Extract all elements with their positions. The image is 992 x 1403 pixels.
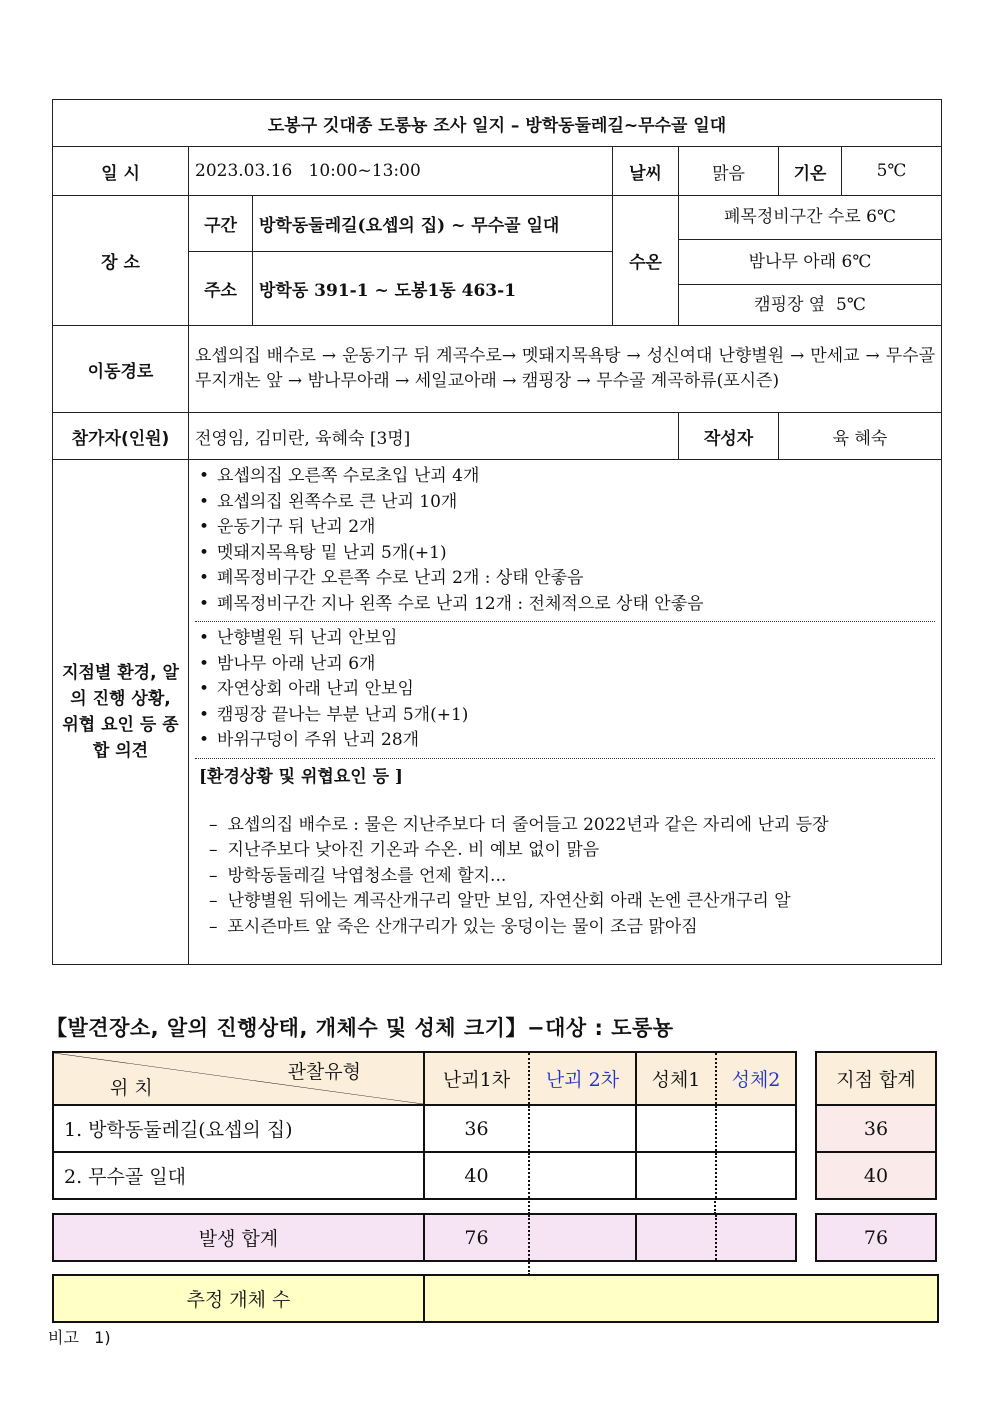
- observation-item: • 운동기구 뒤 난괴 2개: [199, 515, 935, 541]
- opinion-label: 지점별 환경, 알의 진행 상황, 위협 요인 등 종합 의견: [53, 460, 189, 965]
- row-2-egg-1: 40: [424, 1152, 529, 1199]
- section-label: 구간: [189, 196, 253, 252]
- observation-list-1: [195, 460, 935, 621]
- sum-table: [52, 1213, 797, 1262]
- observation-item: • 요셉의집 오른쪽 수로초입 난괴 4개: [199, 464, 935, 490]
- observation-item: • 폐목정비구간 오른쪽 수로 난괴 2개 : 상태 안좋음: [199, 566, 935, 592]
- observation-list-2: [195, 622, 935, 758]
- env-note-item: – 난향별원 뒤에는 계곡산개구리 알만 보임, 자연산회 아래 논엔 큰산개구리 알: [199, 889, 931, 915]
- table-row: [53, 1105, 796, 1152]
- table-row: [53, 1152, 796, 1199]
- site-total-table: [815, 1051, 937, 1200]
- site-total-1: 36: [816, 1105, 936, 1152]
- connector-dots: [714, 1198, 716, 1214]
- sum-adult-1: [636, 1214, 716, 1261]
- row-1-adult-2: [716, 1105, 796, 1152]
- estimate-table: [52, 1274, 939, 1323]
- section-value: 방학동둘레길(요셉의 집) ~ 무수골 일대: [253, 196, 613, 252]
- route-label: 이동경로: [53, 326, 189, 413]
- col-egg-2: 난괴 2차: [529, 1052, 636, 1105]
- env-heading: [환경상황 및 위협요인 등 ]: [199, 766, 403, 787]
- sum-adult-2: [716, 1214, 796, 1261]
- temperature-label: 기온: [779, 147, 842, 196]
- address-value: 방학동 391-1 ~ 도봉1동 463-1: [253, 251, 613, 325]
- route-value: 요셉의집 배수로 → 운동기구 뒤 계곡수로→ 멧돼지목욕탕 → 성신여대 난향별원 → 만세교 → 무수골 무지개논 앞 → 밤나무아래 → 세일교아래 → 캠핑장 → 무수골 계곡하류(포시즌): [189, 326, 942, 413]
- row-2-name: 2. 무수골 일대: [53, 1152, 424, 1199]
- env-note-item: – 지난주보다 낮아진 기온과 수온. 비 예보 없이 맑음: [199, 838, 931, 864]
- row-2-adult-2: [716, 1152, 796, 1199]
- temperature-value: 5℃: [842, 147, 942, 196]
- col-adult-1: 성체1: [636, 1052, 716, 1105]
- sum-total: 76: [816, 1214, 936, 1261]
- row-2-egg-2: [529, 1152, 636, 1199]
- water-temp-1: 폐목정비구간 수로 6℃: [679, 196, 941, 240]
- site-total-2: 40: [816, 1152, 936, 1199]
- observation-item: • 밤나무 아래 난괴 6개: [199, 652, 935, 678]
- observation-item: • 요셉의집 왼쪽수로 큰 난괴 10개: [199, 490, 935, 516]
- estimate-label: 추정 개체 수: [53, 1275, 424, 1322]
- col-adult-2: 성체2: [716, 1052, 796, 1105]
- date-value: 2023.03.16 10:00~13:00: [189, 147, 613, 196]
- observation-item: • 캠핑장 끝나는 부분 난괴 5개(+1): [199, 703, 935, 729]
- row-1-egg-2: [529, 1105, 636, 1152]
- participants-value: 전영임, 김미란, 육혜숙 [3명]: [189, 413, 679, 460]
- sum-label: 발생 합계: [53, 1214, 424, 1261]
- row-1-adult-1: [636, 1105, 716, 1152]
- observation-item: • 난향별원 뒤 난괴 안보임: [199, 626, 935, 652]
- weather-label: 날씨: [613, 147, 679, 196]
- author-label: 작성자: [679, 413, 779, 460]
- sum-egg-2: [529, 1214, 636, 1261]
- participants-label: 참가자(인원): [53, 413, 189, 460]
- sum-egg-1: 76: [424, 1214, 529, 1261]
- row-1-name: 1. 방학동둘레길(요셉의 집): [53, 1105, 424, 1152]
- document-title: 도봉구 깃대종 도롱뇽 조사 일지 – 방학동둘레길~무수골 일대: [53, 100, 942, 147]
- observation-item: • 폐목정비구간 지나 왼쪽 수로 난괴 12개 : 전체적으로 상태 안좋음: [199, 592, 935, 618]
- site-total-header: 지점 합계: [816, 1052, 936, 1105]
- header-diagonal-cell: [53, 1052, 424, 1105]
- findings-table: [52, 1051, 797, 1200]
- env-note-item: – 요셉의집 배수로 : 물은 지난주보다 더 줄어들고 2022년과 같은 자리에 난괴 등장: [199, 813, 931, 839]
- env-note-item: – 방학동둘레길 낙엽청소를 언제 할지...: [199, 864, 931, 890]
- water-temp-3: 캠핑장 옆 5℃: [754, 295, 866, 315]
- water-temp-2: 밤나무 아래 6℃: [679, 240, 941, 285]
- weather-value: 맑음: [679, 147, 779, 196]
- observation-item: • 멧돼지목욕탕 밑 난괴 5개(+1): [199, 541, 935, 567]
- header-type-label: 관찰유형: [287, 1061, 361, 1083]
- header-location-label: 위 치: [110, 1077, 153, 1099]
- col-egg-1: 난괴1차: [424, 1052, 529, 1105]
- date-label: 일 시: [53, 147, 189, 196]
- connector-dots: [528, 1198, 530, 1214]
- water-temp-label: 수온: [613, 196, 679, 326]
- place-label: 장 소: [53, 196, 189, 326]
- row-1-egg-1: 36: [424, 1105, 529, 1152]
- survey-log-table: [52, 99, 941, 965]
- sum-total-table: [815, 1213, 937, 1262]
- env-note-item: – 포시즌마트 앞 죽은 산개구리가 있는 웅덩이는 물이 조금 맑아짐: [199, 915, 931, 941]
- observation-item: • 바위구덩이 주위 난괴 28개: [199, 728, 935, 754]
- estimate-value: [424, 1275, 938, 1322]
- author-value: 육 혜숙: [779, 413, 942, 460]
- findings-heading: 【발견장소, 알의 진행상태, 개체수 및 성체 크기】−대상 : 도롱뇽: [46, 1016, 674, 1040]
- address-label: 주소: [189, 251, 253, 325]
- observation-item: • 자연상회 아래 난괴 안보임: [199, 677, 935, 703]
- env-notes-list: [199, 813, 931, 941]
- row-2-adult-1: [636, 1152, 716, 1199]
- note: 비고 1): [48, 1328, 111, 1347]
